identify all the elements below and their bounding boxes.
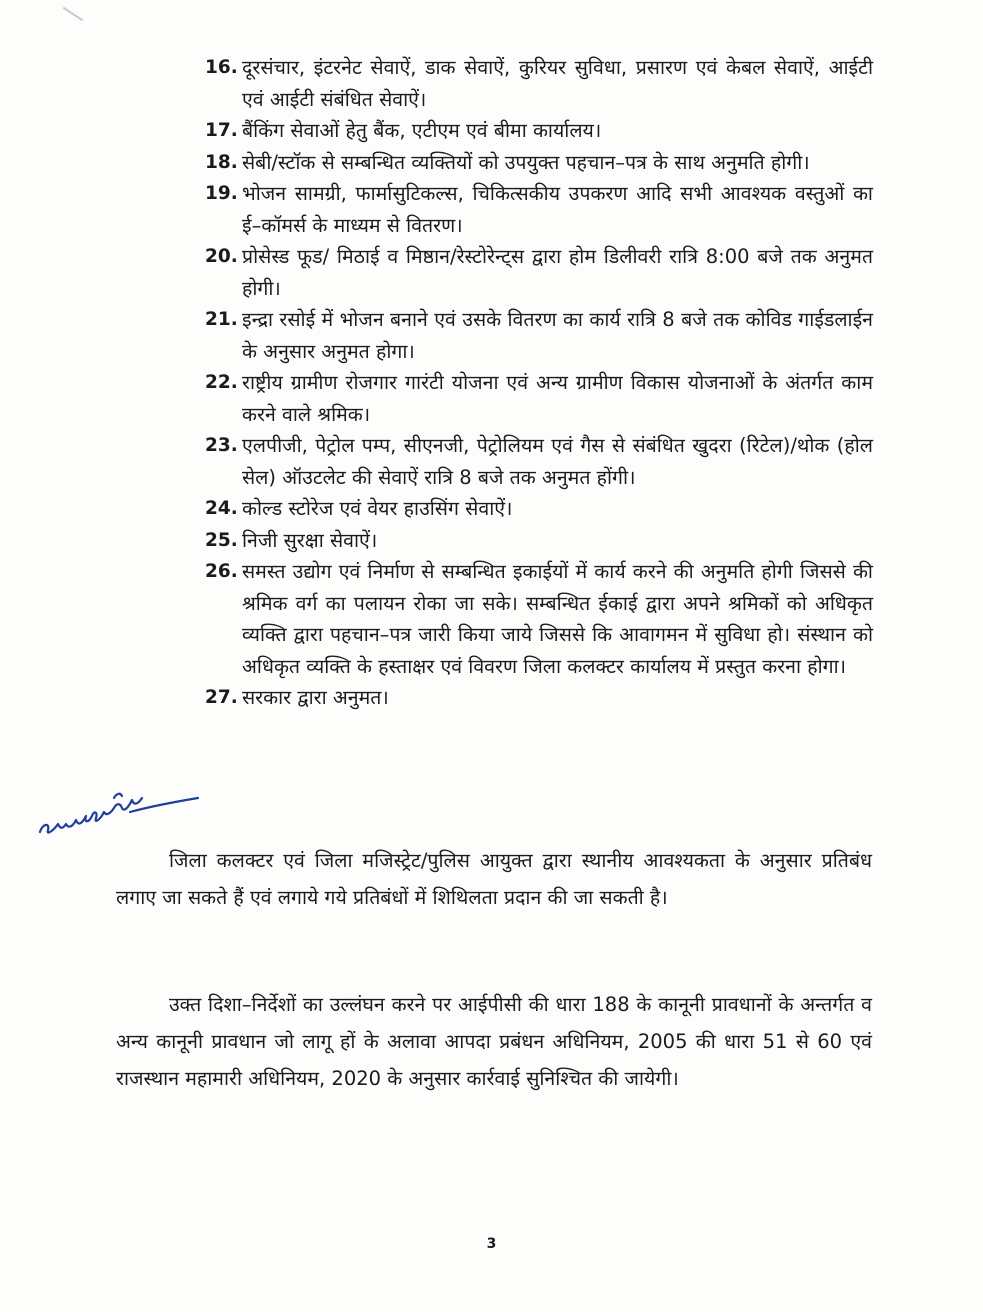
- item-text: समस्त उद्योग एवं निर्माण से सम्बन्धित इकाईयों में कार्य करने की अनुमति होगी जिससे की श्रमिक वर्ग का पलायन रोका जा सके। सम्बन्धित ईकाई द्वारा अपने श्रमिकों को अधिकृत व्यक्ति द्वारा पहचान–पत्र जारी किया जाये जिससे कि आवागमन में सुविधा हो। संस्थान को अधिकृत व्यक्ति के हस्ताक्षर एवं विवरण जिला कलक्टर कार्यालय में प्रस्तुत करना होगा।: [242, 560, 873, 678]
- corner-fold-mark: [62, 6, 86, 24]
- list-item: [205, 430, 873, 493]
- list-item: [205, 367, 873, 430]
- item-text: कोल्ड स्टोरेज एवं वेयर हाउसिंग सेवाऐं।: [242, 497, 513, 520]
- permitted-services-list: [205, 52, 873, 714]
- item-number: 22.: [205, 372, 238, 393]
- item-number: 16.: [205, 57, 238, 78]
- item-number: 19.: [205, 183, 238, 204]
- list-item: [205, 304, 873, 367]
- list-item: [205, 178, 873, 241]
- list-item: [205, 525, 873, 557]
- list-item: [205, 493, 873, 525]
- paragraph-restrictions: जिला कलक्टर एवं जिला मजिस्ट्रेट/पुलिस आयुक्त द्वारा स्थानीय आवश्यकता के अनुसार प्रतिबंध लगाए जा सकते हैं एवं लगाये गये प्रतिबंधों में शिथिलता प्रदान की जा सकती है।: [116, 849, 872, 909]
- item-number: 26.: [205, 561, 238, 582]
- item-text: सेबी/स्टॉक से सम्बन्धित व्यक्तियों को उपयुक्त पहचान–पत्र के साथ अनुमति होगी।: [242, 150, 810, 174]
- handwritten-signature-icon: [32, 780, 202, 850]
- item-number: 18.: [205, 151, 238, 173]
- item-text: दूरसंचार, इंटरनेट सेवाऐं, डाक सेवाऐं, कुरियर सुविधा, प्रसारण एवं केबल सेवाऐं, आईटी एवं आईटी संबंधित सेवाऐं।: [242, 56, 873, 111]
- item-text: सरकार द्वारा अनुमत।: [242, 686, 389, 709]
- item-text: भोजन सामग्री, फार्मासुटिकल्स, चिकित्सकीय उपकरण आदि सभी आवश्यक वस्तुओं का ई–कॉमर्स के माध्यम से वितरण।: [242, 182, 873, 237]
- list-item: [205, 115, 873, 147]
- item-number: 25.: [205, 529, 238, 551]
- item-text: राष्ट्रीय ग्रामीण रोजगार गारंटी योजना एवं अन्य ग्रामीण विकास योजनाओं के अंतर्गत काम करने वाले श्रमिक।: [242, 371, 873, 426]
- item-number: 21.: [205, 309, 238, 330]
- paragraph-penalty: उक्त दिशा–निर्देशों का उल्लंघन करने पर आईपीसी की धारा 188 के कानूनी प्रावधानों के अन्तर्गत व अन्य कानूनी प्रावधान जो लागू हों के अलावा आपदा प्रबंधन अधिनियम, 2005 की धारा 51 से 60 एवं राजस्थान महामारी अधिनियम, 2020 के अनुसार कार्रवाई सुनिश्चित की जायेगी।: [116, 993, 872, 1090]
- item-number: 24.: [205, 498, 238, 519]
- list-item: [205, 147, 873, 179]
- page-number: 3: [486, 1236, 497, 1252]
- item-text: एलपीजी, पेट्रोल पम्प, सीएनजी, पेट्रोलियम एवं गैस से संबंधित खुदरा (रिटेल)/थोक (होल सेल) ऑउटलेट की सेवाऐं रात्रि 8 बजे तक अनुमत होंगी।: [242, 434, 873, 489]
- list-item: [205, 241, 873, 304]
- item-number: 27.: [205, 687, 238, 708]
- item-text: इन्द्रा रसोई में भोजन बनाने एवं उसके वितरण का कार्य रात्रि 8 बजे तक कोविड गाईडलाईन के अनुसार अनुमत होगा।: [242, 308, 873, 363]
- item-number: 23.: [205, 435, 238, 456]
- list-item: [205, 682, 873, 714]
- item-text: निजी सुरक्षा सेवाऐं।: [242, 528, 378, 552]
- item-number: 17.: [205, 120, 238, 141]
- item-text: बैंकिंग सेवाओं हेतु बैंक, एटीएम एवं बीमा कार्यालय।: [242, 119, 602, 142]
- list-item: [205, 556, 873, 682]
- item-number: 20.: [205, 246, 238, 267]
- list-item: [205, 52, 873, 115]
- item-text: प्रोसेस्ड फूड/ मिठाई व मिष्ठान/रेस्टोरेन्ट्स द्वारा होम डिलीवरी रात्रि 8:00 बजे तक अनुमत होगी।: [242, 245, 873, 300]
